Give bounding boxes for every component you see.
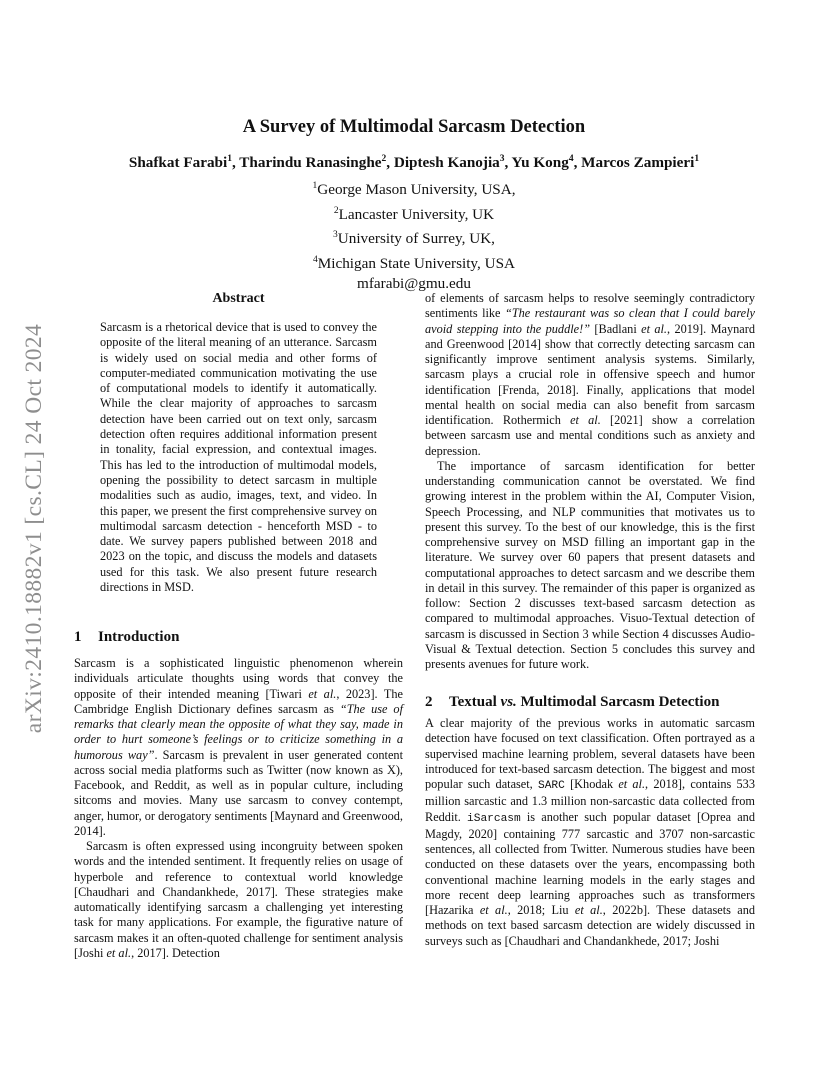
section-title: Introduction [98,629,180,645]
affiliation-line: $^4$Michigan State University, USA [312,254,516,272]
author-email: mfarabi@gmu.edu [357,275,471,293]
author-affil-sup: 1 [694,154,700,164]
author-name: Yu Kong [511,154,569,172]
abstract-body: Sarcasm is a rhetorical device that is used to convey the opposite of the literal meaning of an utterance. Sarcasm is widely used on social media and other forms of computer-mediated communication motivating the use of computational models to identify it automatically. While the clear majority of approaches to sarcasm detection have been carried out on text only, sarcasm detection often requires additional information present in tonality, facial expression, and contextual images. This has led to the introduction of multimodal models, opening the possibility to detect sarcasm in multiple modalities such as audio, images, text, and video. In this paper, we present the first comprehensive survey on multimodal sarcasm detection - henceforth MSD - to date. We survey papers published between 2018 and 2023 on the topic, and discuss the models and datasets used for this task. We also present future research directions in MSD. [100,320,377,595]
section-number: 2 [425,694,433,710]
affiliation-line: $^1$George Mason University, USA, [312,181,516,199]
left-column-body [74,656,403,961]
author-affil-sup: 2 [381,154,387,164]
right-column-body [425,291,755,672]
paper-title: A Survey of Multimodal Sarcasm Detection [242,117,586,137]
affiliations [0,176,828,295]
paragraph: The importance of sarcasm identification for better understanding communication cannot be overstated. We find growing interest in the problem within the AI, Computer Vision, Speech Processing, and NLP communities that motivates us to present this survey. To the best of our knowledge, this is the first comprehensive survey on MSD filling an important gap in the literature. We survey over 60 papers that present datasets and computational approaches to detect sarcasm and we describe them in detail in this survey. The remainder of this paper is organized as follow: Section 2 discusses text-based sarcasm detection as compared to multimodal approaches. Visuo-Textual detection of sarcasm is discussed in Section 3 while Section 4 discusses Audio-Visual & Textual detection. Section 5 concludes this survey and presents avenues for future work. [425,458,755,671]
author-name: Marcos Zampieri [581,154,695,172]
abstract-heading: Abstract [212,291,265,306]
paragraph: A clear majority of the previous works in automatic sarcasm detection have focused on text classification. Often portrayed as a supervised machine learning problem, several datasets have been introduced for text-based sarcasm detection. The biggest and most popular such dataset, SARC [Khodak et al., 2018], contains 533 million sarcastic and 1.3 million non-sarcastic data collected from Reddit. iSarcasm is another such popular dataset [Oprea and Magdy, 2020] containing 777 sarcastic and 3707 non-sarcastic sentences, all collected from Twitter. Numerous studies have been conducted on these datasets over the years, encompassing both conventional machine learning models in the early stages and more recent deep learning approaches such as transformers [Hazarika et al., 2018; Liu et al., 2022b]. These datasets and methods on text based sarcasm detection are widely discussed in surveys such as [Chaudhari and Chandankhede, 2017; Joshi [425,716,756,948]
author-affil-sup: 3 [499,154,505,164]
author-affil-sup: 4 [568,154,574,164]
paragraph: Sarcasm is a sophisticated linguistic phenomenon wherein individuals articulate thoughts using words that convey the opposite of their intended meaning [Tiwari et al., 2023]. The Cambridge English Dictionary defines sarcasm as “The use of remarks that clearly mean the opposite of what they say, made in order to hurt someone’s feelings or to criticize something in a humorous way”. Sarcasm is prevalent in user generated content across social media platforms such as Twitter (now known as X), Facebook, and Reddit, as well as in popular culture, including sitcoms and movies. Many use sarcasm to convey contempt, anger, humor, or derogatory sentiments [Maynard and Greenwood, 2014]. [74,656,403,838]
section-number: 1 [74,629,82,645]
author-list: Shafkat Farabi$^1$, Tharindu Ranasinghe$^2$, Diptesh Kanojia$^3$, Yu Kong$^4$, Marcos Zampieri$^1$ [128,154,700,172]
affiliation-line: $^3$University of Surrey, UK, [333,230,495,248]
paragraph: of elements of sarcasm helps to resolve seemingly contradictory sentiments like “The restaurant was so clean that I could barely avoid stepping into the puddle!” [Badlani et al., 2019]. Maynard and Greenwood [2014] show that correctly detecting sarcasm can significantly improve sentiment analysis systems. Similarly, sarcasm plays a crucial role in offensive speech and humor identification [Frenda, 2018]. Finally, applications that model mental health on social media can also benefit from sarcasm identification. Rothermich et al. [2021] show a correlation between sarcasm use and mental conditions such as anxiety and depression. [425,291,755,458]
author-affil-sup: 1 [227,154,232,164]
author-name: Shafkat Farabi [128,154,228,172]
arxiv-side-stamp [21,296,48,760]
author-name: Tharindu Ranasinghe [239,154,382,172]
author-name: Diptesh Kanojia [393,154,500,172]
section-1-heading [74,629,179,646]
arxiv-stamp-text: arXiv:2410.18882v1 [cs.CL] 24 Oct 2024 [21,323,48,733]
section-2-heading: 2 Textual vs. Multimodal Sarcasm Detection [425,694,720,710]
right-column-section-2-body [425,716,755,949]
affiliation-line: $^2$Lancaster University, UK [333,205,495,223]
paragraph: Sarcasm is often expressed using incongruity between spoken words and the intended sentiment. It frequently relies on usage of hyperbole and reference to contextual world knowledge [Chaudhari and Chandankhede, 2017]. These strategies make automatically identifying sarcasm a challenging yet interesting task for many applications. For example, the figurative nature of sarcasm makes it an often-quoted challenge for sentiment analysis [Joshi et al., 2017]. Detection [74,839,403,960]
